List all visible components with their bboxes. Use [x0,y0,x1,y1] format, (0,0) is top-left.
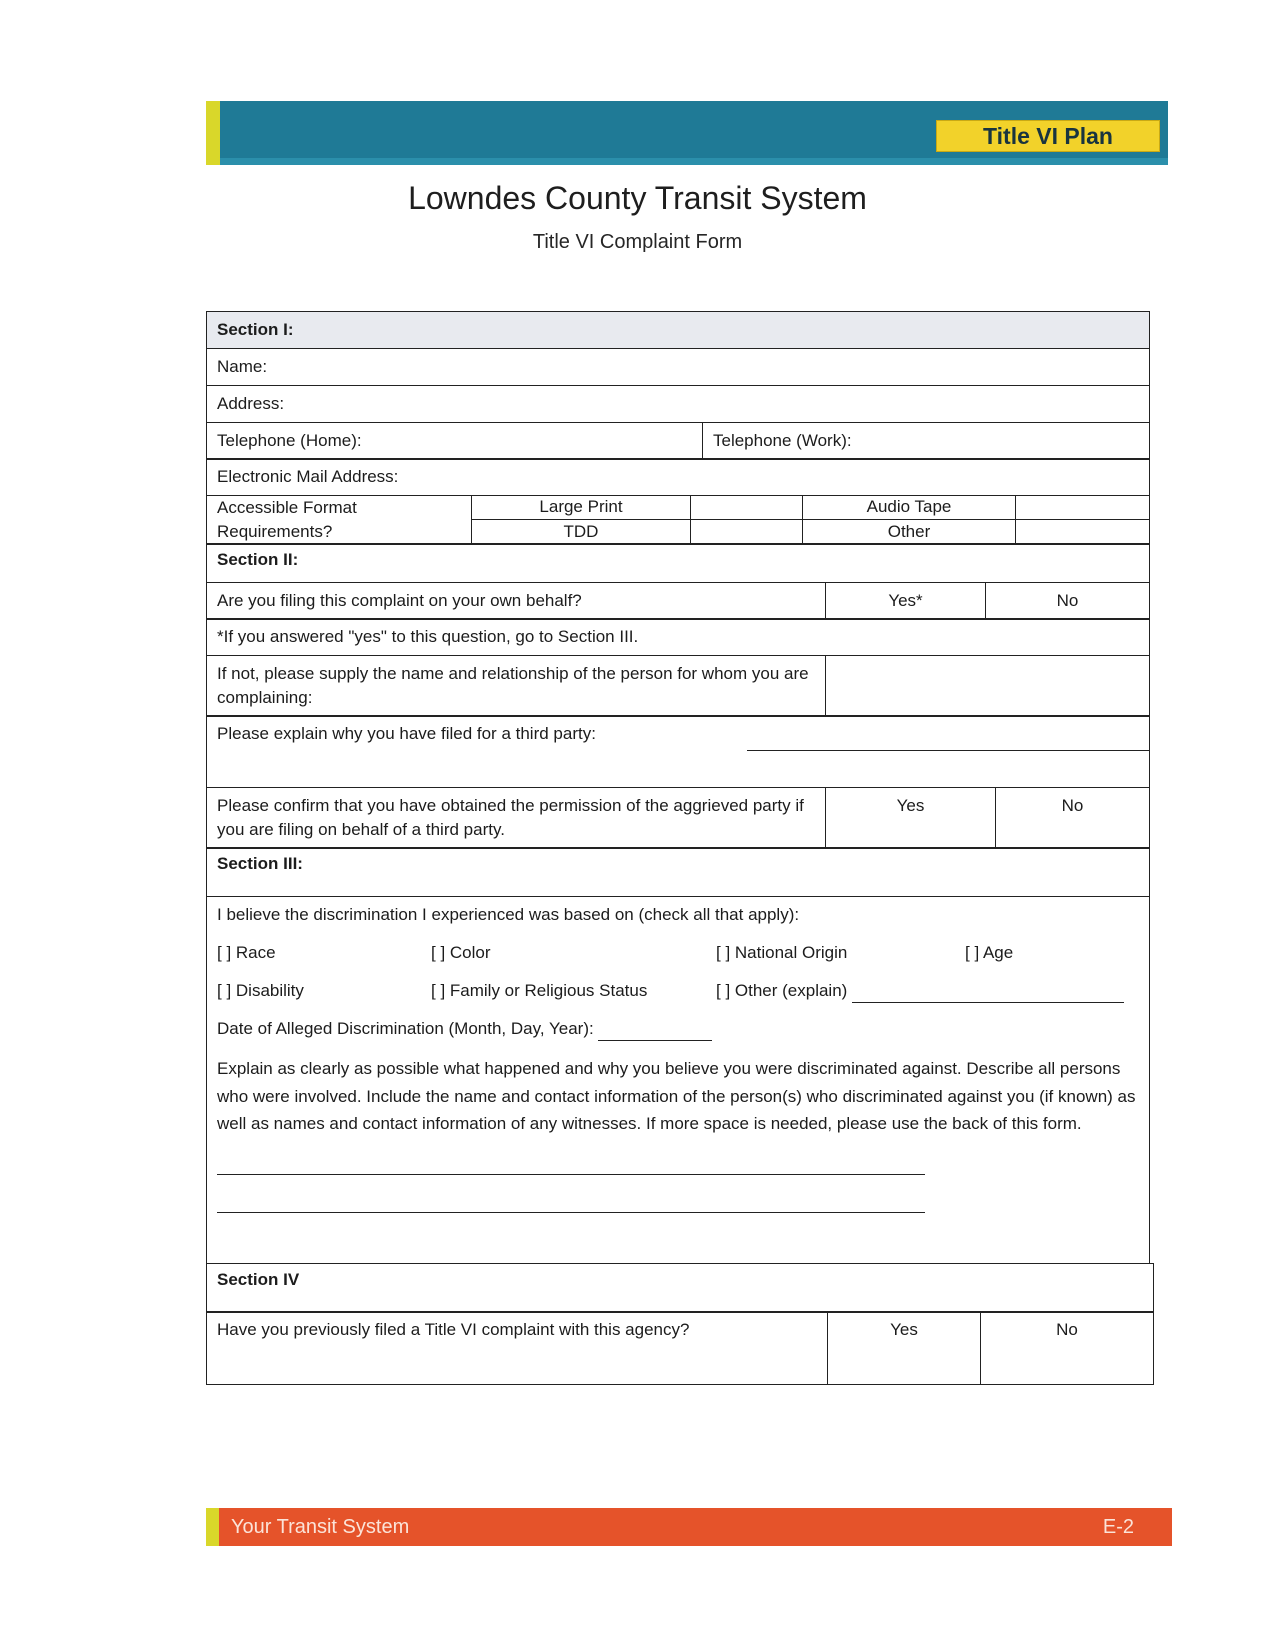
third-party-name-field[interactable] [826,655,1150,716]
telephone-home-field[interactable]: Telephone (Home): [207,422,703,459]
own-behalf-no[interactable]: No [986,582,1150,619]
footer-band [206,1508,1172,1546]
format-audio-tape: Audio Tape [803,495,1016,520]
section-3-body [207,897,1150,1264]
page-number: E-2 [1102,1516,1134,1538]
section-4-table [206,1263,1154,1313]
option-race[interactable]: [ ] Race [217,943,276,962]
plan-tag: Title VI Plan [936,120,1160,152]
explain-text: Explain as clearly as possible what happened and why you believe you were discriminated against. Describe all persons who were involved. Include the name and contact information of the person(s) who discriminated against you (if known) as well as names and contact information of any witnesses. If more space is needed, please use the back of this form. [217,1059,1136,1133]
previous-complaint-yes[interactable]: Yes [828,1312,981,1385]
option-family-religious[interactable]: [ ] Family or Religious Status [431,981,648,1000]
format-large-print: Large Print [472,495,691,520]
section-3-table [206,847,1150,1264]
if-not-table [206,655,1150,717]
own-behalf-table [206,582,1150,620]
format-tdd: TDD [472,520,691,545]
date-row [217,1017,1139,1041]
option-age[interactable]: [ ] Age [965,943,1014,962]
accessible-format-label: Accessible Format Requirements? [207,495,472,544]
telephone-table [206,422,1150,460]
confirm-no[interactable]: No [996,787,1150,848]
if-not-question: If not, please supply the name and relationship of the person for whom you are complaining: [207,655,826,716]
date-label: Date of Alleged Discrimination (Month, Day, Year): [217,1019,594,1038]
previous-complaint-no[interactable]: No [981,1312,1154,1385]
format-other: Other [803,520,1016,545]
section-1-table [206,311,1150,423]
document-title: Lowndes County Transit System [408,180,867,216]
format-audio-tape-check[interactable] [1016,495,1150,520]
section-3-heading: Section III: [207,848,1150,897]
document-subtitle: Title VI Complaint Form [532,231,743,253]
option-national-origin[interactable]: [ ] National Origin [716,943,848,962]
format-tdd-check[interactable] [691,520,803,545]
name-field[interactable]: Name: [207,349,1150,386]
explain-third-table [206,715,1150,788]
address-field[interactable]: Address: [207,386,1150,423]
yes-note-table [206,618,1150,656]
explain-line-1[interactable] [217,1174,925,1175]
email-table [206,458,1150,496]
own-behalf-question: Are you filing this complaint on your own behalf? [207,582,826,619]
own-behalf-yes[interactable]: Yes* [826,582,986,619]
option-disability[interactable]: [ ] Disability [217,981,304,1000]
explain-third-party[interactable] [207,716,1150,788]
option-color[interactable]: [ ] Color [431,943,491,962]
basis-question: I believe the discrimination I experienced was based on (check all that apply): [217,905,800,924]
confirm-table [206,787,1150,849]
format-large-print-check[interactable] [691,495,803,520]
email-field[interactable]: Electronic Mail Address: [207,459,1150,496]
previous-complaint-table [206,1311,1154,1385]
section-1-heading: Section I: [207,312,1150,349]
explain-third-line [747,750,1150,751]
accessible-format-table [206,495,1150,545]
yes-note: *If you answered "yes" to this question, go to Section III. [207,619,1150,656]
explain-third-label: Please explain why you have filed for a third party: [217,724,596,743]
previous-complaint-question: Have you previously filed a Title VI complaint with this agency? [207,1312,828,1385]
confirm-question: Please confirm that you have obtained the permission of the aggrieved party if you are filing on behalf of a third party. [207,787,826,848]
explain-line-2[interactable] [217,1212,925,1213]
confirm-yes[interactable]: Yes [826,787,996,848]
header-band [206,101,1168,165]
other-explain-line[interactable] [852,1002,1124,1003]
section-2-table [206,543,1150,583]
date-line[interactable] [598,1040,712,1041]
header-stripe [220,158,1168,165]
complaint-form [206,311,1150,1385]
footer-system-name: Your Transit System [231,1516,410,1538]
telephone-work-field[interactable]: Telephone (Work): [703,422,1150,459]
section-2-heading: Section II: [207,544,1150,583]
option-other[interactable] [716,979,1124,1003]
format-other-check[interactable] [1016,520,1150,545]
section-4-heading: Section IV [207,1263,1154,1312]
option-other-label: [ ] Other (explain) [716,981,848,1000]
